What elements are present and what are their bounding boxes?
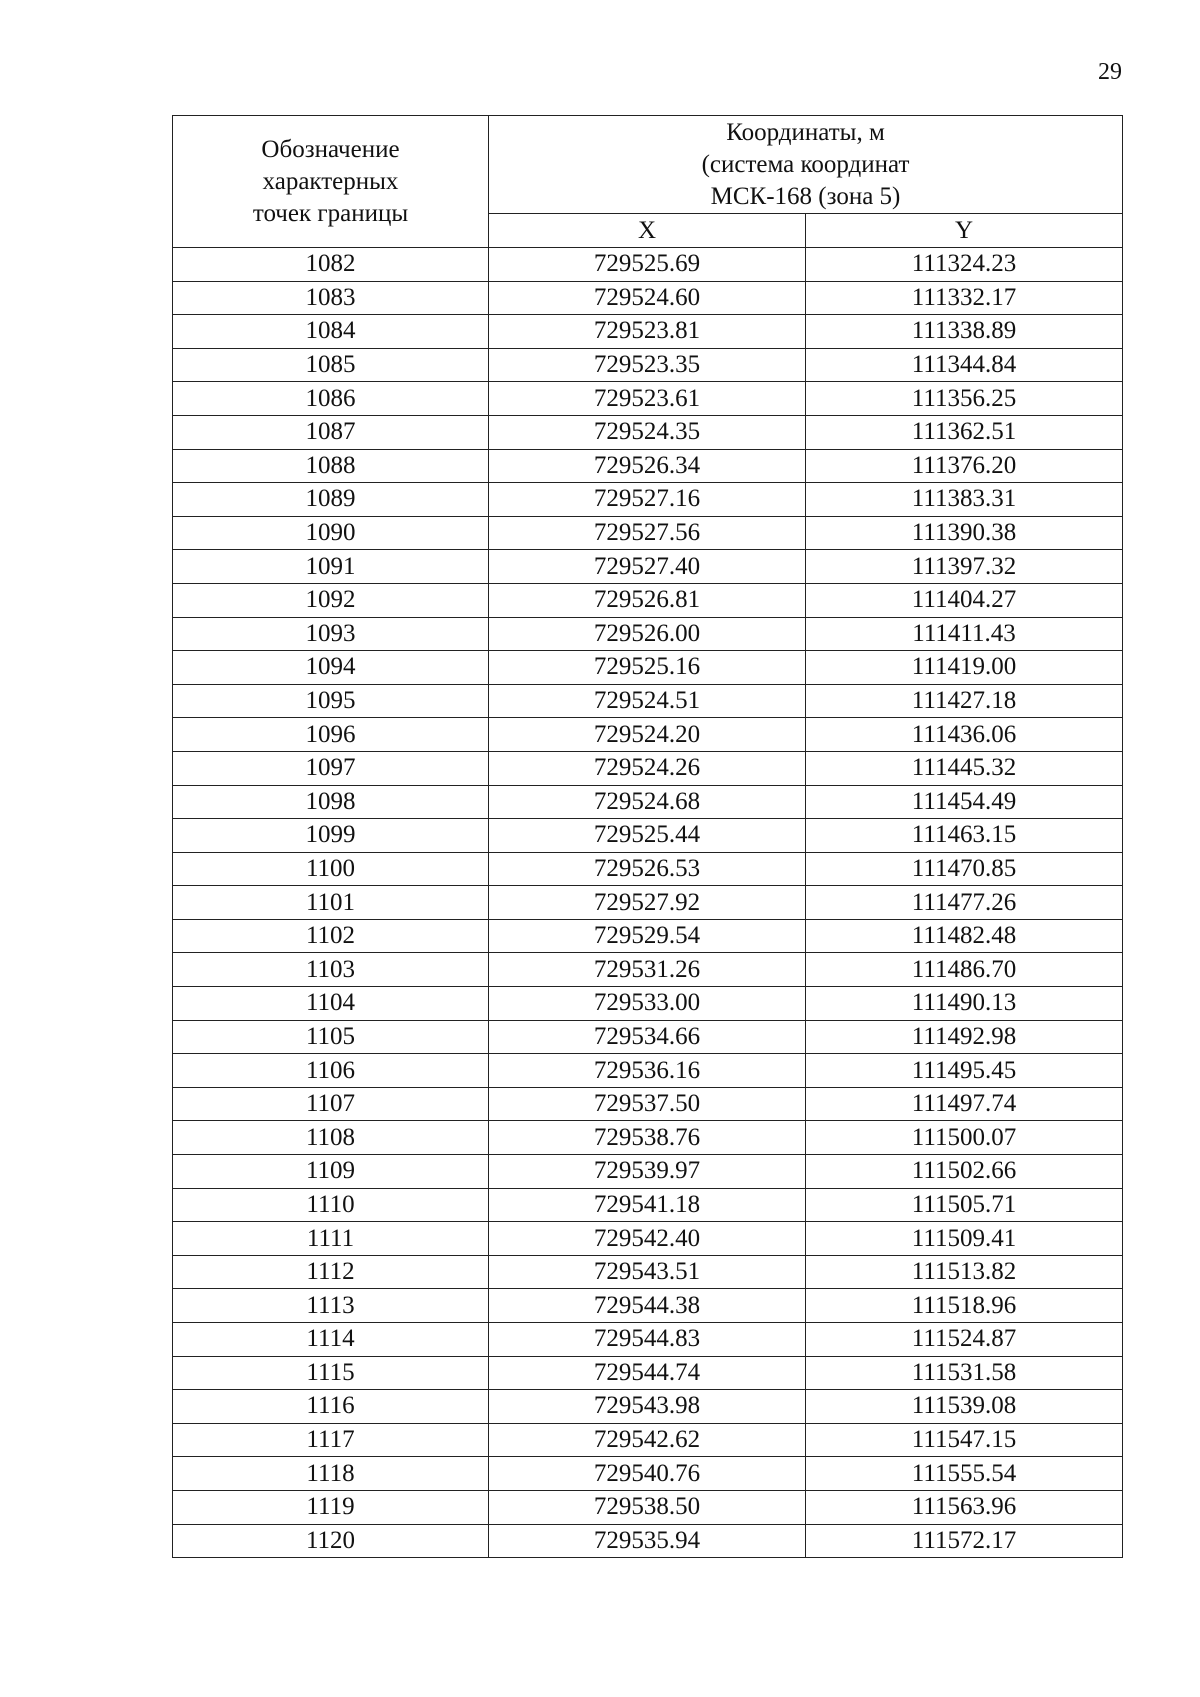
- point-cell: 1104: [173, 987, 489, 1021]
- table-row: [173, 281, 1123, 315]
- y-coordinate-cell: 111383.31: [806, 483, 1123, 517]
- point-cell: 1086: [173, 382, 489, 416]
- coords-header-line: (система координат: [701, 150, 910, 178]
- point-cell: 1102: [173, 919, 489, 953]
- point-cell: 1106: [173, 1054, 489, 1088]
- table-row: [173, 1054, 1123, 1088]
- coordinates-column-header: [489, 116, 1123, 214]
- table-row: [173, 550, 1123, 584]
- x-coordinate-cell: 729538.50: [489, 1490, 806, 1524]
- table-row: [173, 1255, 1123, 1289]
- table-row: [173, 248, 1123, 282]
- y-coordinate-cell: 111547.15: [806, 1423, 1123, 1457]
- x-coordinate-cell: 729524.35: [489, 415, 806, 449]
- point-cell: 1090: [173, 516, 489, 550]
- table-row: [173, 449, 1123, 483]
- point-cell: 1092: [173, 583, 489, 617]
- table-row: [173, 785, 1123, 819]
- point-cell: 1113: [173, 1289, 489, 1323]
- x-coordinate-cell: 729524.60: [489, 281, 806, 315]
- point-cell: 1108: [173, 1121, 489, 1155]
- point-cell: 1083: [173, 281, 489, 315]
- point-cell: 1117: [173, 1423, 489, 1457]
- point-cell: 1114: [173, 1323, 489, 1357]
- y-coordinate-cell: 111397.32: [806, 550, 1123, 584]
- y-coordinate-cell: 111338.89: [806, 315, 1123, 349]
- point-cell: 1089: [173, 483, 489, 517]
- x-coordinate-cell: 729541.18: [489, 1188, 806, 1222]
- point-header-line: Обозначение: [261, 135, 400, 163]
- y-coordinate-cell: 111524.87: [806, 1323, 1123, 1357]
- x-coordinate-cell: 729536.16: [489, 1054, 806, 1088]
- point-cell: 1093: [173, 617, 489, 651]
- y-coordinate-cell: 111376.20: [806, 449, 1123, 483]
- y-coordinate-cell: 111436.06: [806, 718, 1123, 752]
- point-cell: 1105: [173, 1020, 489, 1054]
- y-coordinate-cell: 111482.48: [806, 919, 1123, 953]
- point-cell: 1107: [173, 1087, 489, 1121]
- y-coordinate-cell: 111486.70: [806, 953, 1123, 987]
- y-coordinate-cell: 111502.66: [806, 1155, 1123, 1189]
- y-coordinate-cell: 111404.27: [806, 583, 1123, 617]
- table-row: [173, 1457, 1123, 1491]
- table-row: [173, 718, 1123, 752]
- x-coordinate-cell: 729525.69: [489, 248, 806, 282]
- x-coordinate-cell: 729538.76: [489, 1121, 806, 1155]
- x-coordinate-cell: 729542.62: [489, 1423, 806, 1457]
- y-coordinate-cell: 111463.15: [806, 819, 1123, 853]
- table-row: [173, 1121, 1123, 1155]
- table-row: [173, 852, 1123, 886]
- x-coordinate-cell: 729527.56: [489, 516, 806, 550]
- x-coordinate-cell: 729523.81: [489, 315, 806, 349]
- table-row: [173, 1020, 1123, 1054]
- y-coordinate-cell: 111344.84: [806, 348, 1123, 382]
- x-coordinate-cell: 729523.35: [489, 348, 806, 382]
- coordinates-table: [172, 115, 1123, 1558]
- point-cell: 1084: [173, 315, 489, 349]
- y-coordinate-cell: 111555.54: [806, 1457, 1123, 1491]
- point-cell: 1111: [173, 1222, 489, 1256]
- x-coordinate-cell: 729531.26: [489, 953, 806, 987]
- table-row: [173, 651, 1123, 685]
- table-row: [173, 1356, 1123, 1390]
- table-row: [173, 382, 1123, 416]
- point-cell: 1094: [173, 651, 489, 685]
- table-row: [173, 1289, 1123, 1323]
- x-coordinate-cell: 729544.74: [489, 1356, 806, 1390]
- table-row: [173, 751, 1123, 785]
- y-coordinate-cell: 111419.00: [806, 651, 1123, 685]
- y-coordinate-cell: 111518.96: [806, 1289, 1123, 1323]
- y-coordinate-cell: 111490.13: [806, 987, 1123, 1021]
- x-coordinate-cell: 729526.34: [489, 449, 806, 483]
- table-row: [173, 348, 1123, 382]
- x-coordinate-cell: 729542.40: [489, 1222, 806, 1256]
- y-coordinate-cell: 111500.07: [806, 1121, 1123, 1155]
- x-coordinate-cell: 729543.51: [489, 1255, 806, 1289]
- x-coordinate-cell: 729527.40: [489, 550, 806, 584]
- point-column-header: [173, 116, 489, 248]
- x-coordinate-cell: 729534.66: [489, 1020, 806, 1054]
- y-coordinate-cell: 111411.43: [806, 617, 1123, 651]
- table-row: [173, 987, 1123, 1021]
- table-row: [173, 583, 1123, 617]
- x-coordinate-cell: 729535.94: [489, 1524, 806, 1558]
- table-row: [173, 684, 1123, 718]
- x-coordinate-cell: 729524.20: [489, 718, 806, 752]
- x-coordinate-cell: 729537.50: [489, 1087, 806, 1121]
- x-coordinate-cell: 729525.16: [489, 651, 806, 685]
- point-cell: 1109: [173, 1155, 489, 1189]
- x-coordinate-cell: 729527.92: [489, 886, 806, 920]
- x-coordinate-cell: 729525.44: [489, 819, 806, 853]
- point-cell: 1118: [173, 1457, 489, 1491]
- point-cell: 1103: [173, 953, 489, 987]
- point-cell: 1091: [173, 550, 489, 584]
- page-number: 29: [1098, 59, 1122, 85]
- coords-header-line: МСК-168 (зона 5): [710, 182, 901, 210]
- table-row: [173, 1087, 1123, 1121]
- table-row: [173, 1188, 1123, 1222]
- y-coordinate-cell: 111495.45: [806, 1054, 1123, 1088]
- y-coordinate-cell: 111362.51: [806, 415, 1123, 449]
- x-coordinate-cell: 729543.98: [489, 1390, 806, 1424]
- y-coordinate-cell: 111427.18: [806, 684, 1123, 718]
- table-row: [173, 315, 1123, 349]
- point-cell: 1097: [173, 751, 489, 785]
- x-coordinate-cell: 729526.00: [489, 617, 806, 651]
- y-coordinate-cell: 111390.38: [806, 516, 1123, 550]
- x-coordinate-cell: 729544.83: [489, 1323, 806, 1357]
- y-coordinate-cell: 111492.98: [806, 1020, 1123, 1054]
- point-cell: 1096: [173, 718, 489, 752]
- x-coordinate-cell: 729544.38: [489, 1289, 806, 1323]
- point-header-line: точек границы: [252, 199, 409, 227]
- y-coordinate-cell: 111445.32: [806, 751, 1123, 785]
- point-cell: 1110: [173, 1188, 489, 1222]
- point-cell: 1085: [173, 348, 489, 382]
- table-body: [173, 248, 1123, 1558]
- point-cell: 1101: [173, 886, 489, 920]
- y-coordinate-cell: 111563.96: [806, 1490, 1123, 1524]
- table-header: [173, 116, 1123, 248]
- x-coordinate-cell: 729523.61: [489, 382, 806, 416]
- point-cell: 1100: [173, 852, 489, 886]
- table-row: [173, 617, 1123, 651]
- table-row: [173, 819, 1123, 853]
- x-coordinate-cell: 729524.26: [489, 751, 806, 785]
- y-coordinate-cell: 111470.85: [806, 852, 1123, 886]
- table-row: [173, 1490, 1123, 1524]
- y-column-header: Y: [806, 214, 1123, 248]
- point-cell: 1115: [173, 1356, 489, 1390]
- y-coordinate-cell: 111356.25: [806, 382, 1123, 416]
- x-coordinate-cell: 729526.81: [489, 583, 806, 617]
- point-cell: 1120: [173, 1524, 489, 1558]
- x-coordinate-cell: 729524.68: [489, 785, 806, 819]
- y-coordinate-cell: 111572.17: [806, 1524, 1123, 1558]
- y-coordinate-cell: 111539.08: [806, 1390, 1123, 1424]
- y-coordinate-cell: 111324.23: [806, 248, 1123, 282]
- x-coordinate-cell: 729540.76: [489, 1457, 806, 1491]
- table-row: [173, 1323, 1123, 1357]
- coords-header-line: Координаты, м: [726, 118, 885, 146]
- x-coordinate-cell: 729524.51: [489, 684, 806, 718]
- y-coordinate-cell: 111477.26: [806, 886, 1123, 920]
- x-coordinate-cell: 729529.54: [489, 919, 806, 953]
- x-coordinate-cell: 729526.53: [489, 852, 806, 886]
- y-coordinate-cell: 111531.58: [806, 1356, 1123, 1390]
- point-cell: 1087: [173, 415, 489, 449]
- table-row: [173, 483, 1123, 517]
- point-cell: 1098: [173, 785, 489, 819]
- table-row: [173, 1524, 1123, 1558]
- y-coordinate-cell: 111513.82: [806, 1255, 1123, 1289]
- point-cell: 1112: [173, 1255, 489, 1289]
- table-row: [173, 1390, 1123, 1424]
- table-row: [173, 1222, 1123, 1256]
- point-cell: 1116: [173, 1390, 489, 1424]
- table-row: [173, 953, 1123, 987]
- y-coordinate-cell: 111454.49: [806, 785, 1123, 819]
- point-cell: 1082: [173, 248, 489, 282]
- x-coordinate-cell: 729539.97: [489, 1155, 806, 1189]
- y-coordinate-cell: 111332.17: [806, 281, 1123, 315]
- table-row: [173, 886, 1123, 920]
- point-cell: 1088: [173, 449, 489, 483]
- point-cell: 1119: [173, 1490, 489, 1524]
- point-header-line: характерных: [262, 167, 399, 195]
- x-column-header: X: [489, 214, 806, 248]
- y-coordinate-cell: 111505.71: [806, 1188, 1123, 1222]
- point-cell: 1095: [173, 684, 489, 718]
- y-coordinate-cell: 111509.41: [806, 1222, 1123, 1256]
- x-coordinate-cell: 729533.00: [489, 987, 806, 1021]
- table-row: [173, 919, 1123, 953]
- y-coordinate-cell: 111497.74: [806, 1087, 1123, 1121]
- x-coordinate-cell: 729527.16: [489, 483, 806, 517]
- table-row: [173, 1423, 1123, 1457]
- point-cell: 1099: [173, 819, 489, 853]
- table-row: [173, 516, 1123, 550]
- table-row: [173, 1155, 1123, 1189]
- table-row: [173, 415, 1123, 449]
